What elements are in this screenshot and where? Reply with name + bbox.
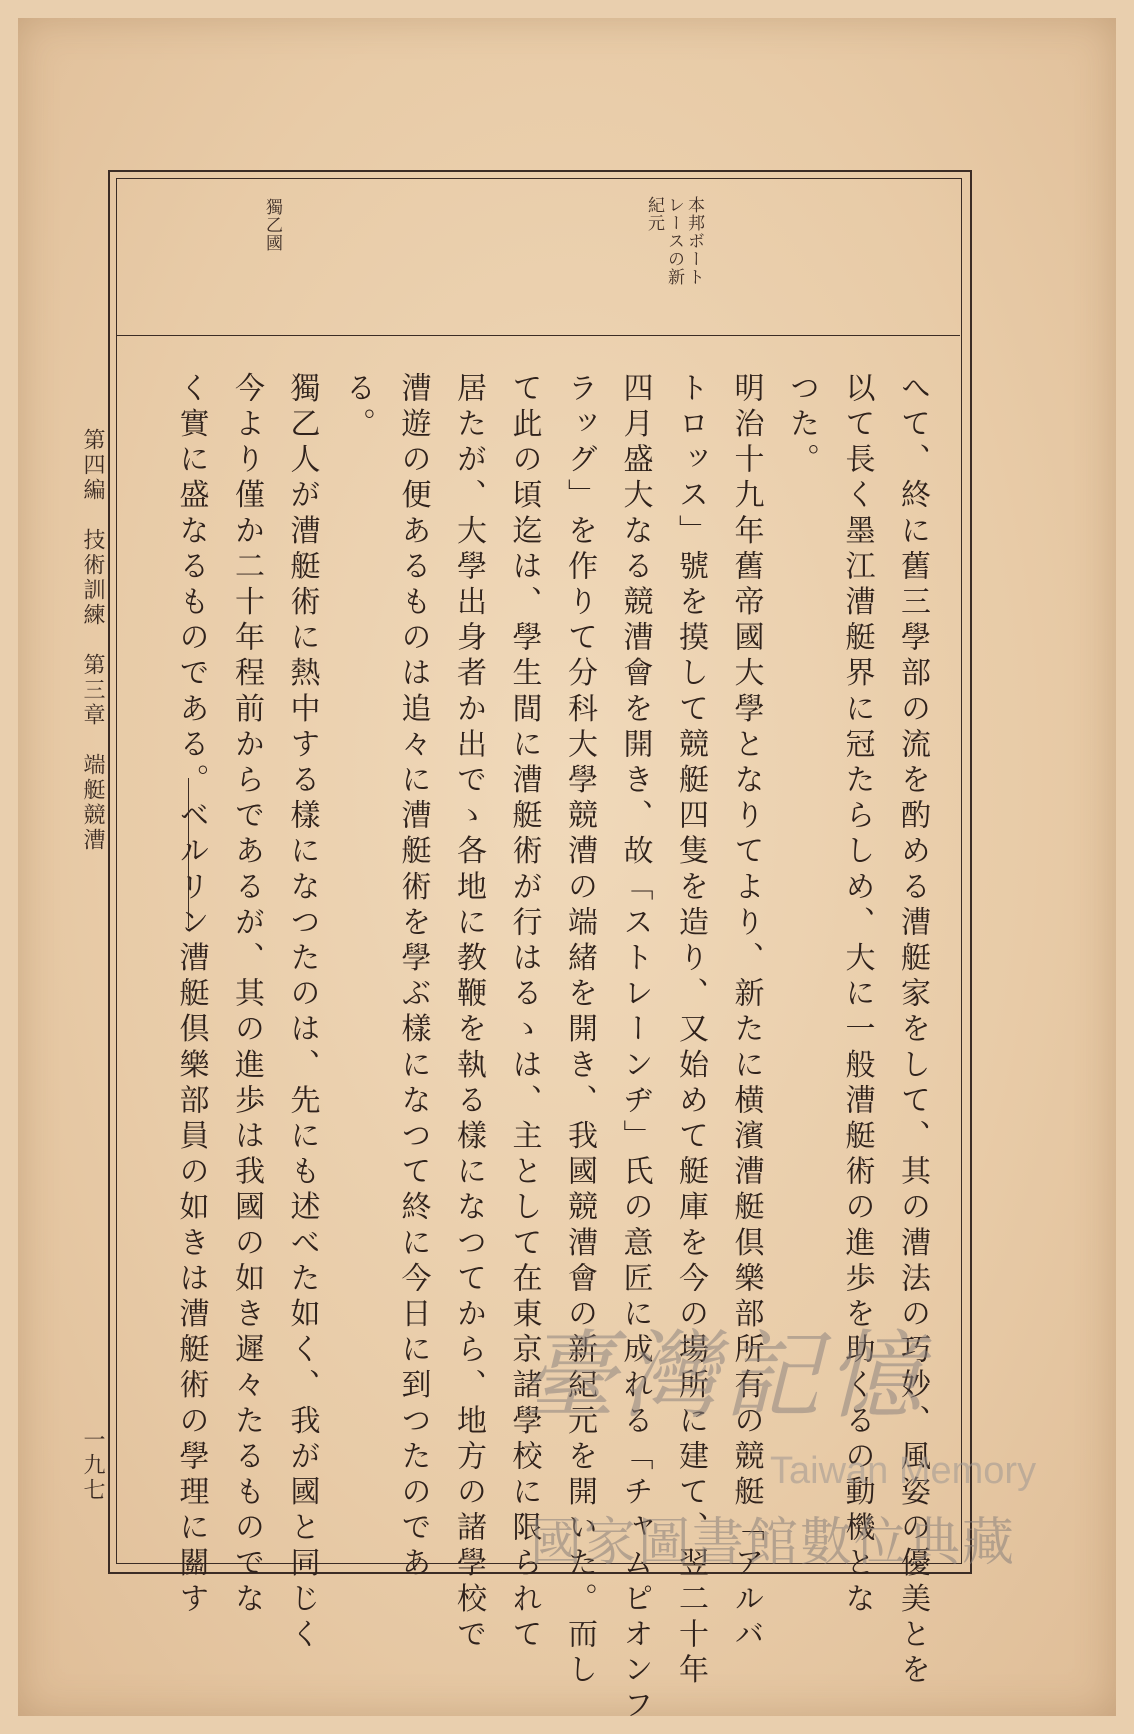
- side-note-boat-race-line-1: 本邦ボート: [684, 196, 704, 286]
- body-column: 明治十九年舊帝國大學となりてより、新たに横濱漕艇倶樂部所有の競艇「アルバ: [728, 372, 764, 1654]
- watermark-institution: 國家圖書館數位典藏: [530, 1513, 1017, 1573]
- body-column: ラッグ」を作りて分科大學競漕の端緒を開き、我國競漕會の新紀元を開いた。而し: [562, 372, 597, 1690]
- body-column: 居たが、大學出身者か出でゝ各地に教鞭を執る樣になつてから、地方の諸學校で: [451, 372, 486, 1654]
- side-note-germany: 獨乙國: [262, 198, 282, 252]
- body-column: トロッス」號を摸して競艇四隻を造り、又始めて艇庫を今の場所に建て、翌二十年: [673, 372, 708, 1690]
- body-column: く實に盛なるものである。ベルリン漕艇倶樂部員の如きは漕艇術の學理に關す: [173, 372, 209, 1618]
- body-column: て此の頃迄は、學生間に漕艇術が行はるゝは、主として在東京諸學校に限られて: [506, 372, 542, 1654]
- side-note-boat-race-line-2: レースの新: [664, 196, 684, 286]
- side-note-boat-race-line-3: 紀元: [644, 196, 664, 232]
- body-column: 以て長く墨江漕艇界に冠たらしめ、大に一般漕艇術の進歩を助くるの動機とな: [839, 372, 875, 1618]
- body-column: 獨乙人が漕艇術に熱中する樣になつたのは、先にも述べた如く、我が國と同じく: [284, 372, 320, 1654]
- body-column: 四月盛大なる競漕會を開き、故「ストレーンヂ」氏の意匠に成れる「チャムピオンフ: [617, 372, 653, 1725]
- page-number: 一九七: [80, 1428, 105, 1503]
- running-footer: 第四編 技術訓練 第三章 端艇競漕: [80, 428, 105, 853]
- watermark: [520, 1300, 1080, 1600]
- section-marker-line: [188, 778, 189, 928]
- body-column: へて、終に舊三學部の流を酌める漕艇家をして、其の漕法の巧妙、風姿の優美とを: [895, 372, 930, 1690]
- body-column: る。: [340, 372, 375, 444]
- body-column: 漕遊の便あるものは追々に漕艇術を學ぶ樣になつて終に今日に到つたのであ: [395, 372, 431, 1583]
- body-column: つた。: [784, 372, 819, 479]
- watermark-script: 臺灣記憶: [520, 1320, 928, 1432]
- header-divider: [116, 335, 960, 336]
- watermark-latin: Taiwan Memory: [770, 1450, 1037, 1492]
- body-column: 今より僅か二十年程前からであるが、其の進歩は我國の如き遲々たるものでな: [229, 372, 264, 1618]
